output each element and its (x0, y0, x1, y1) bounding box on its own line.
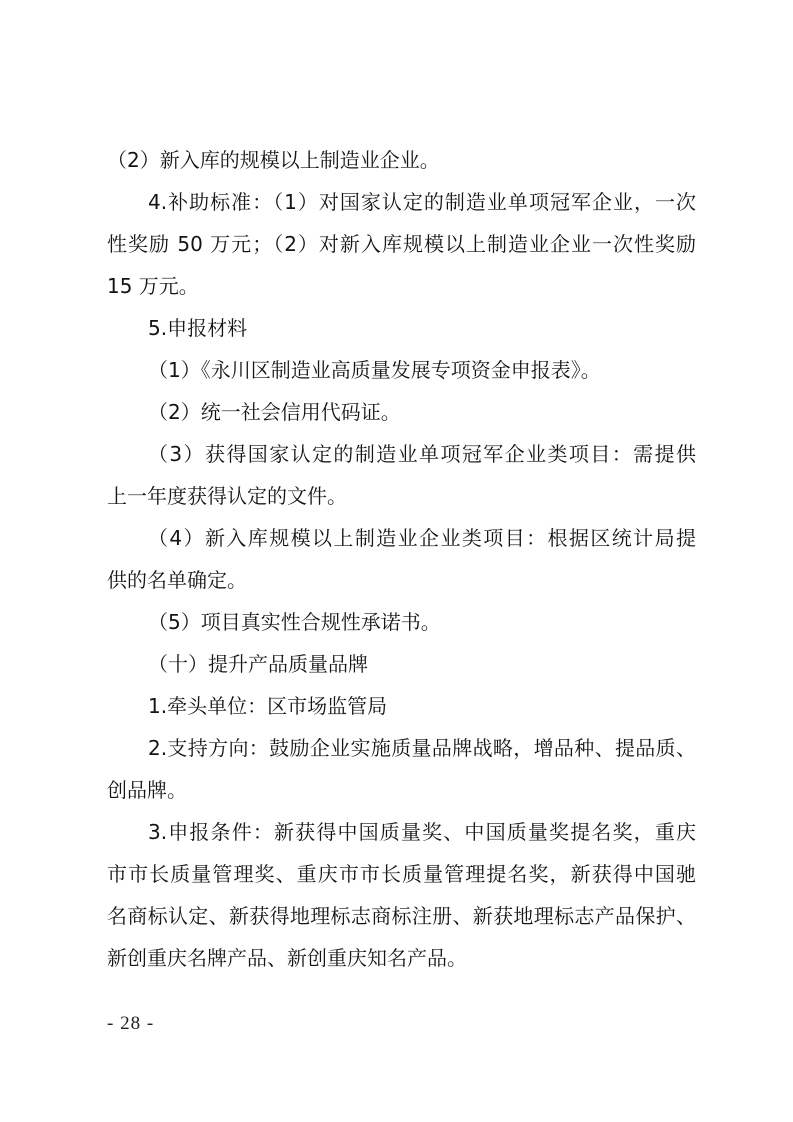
section-heading (107, 643, 696, 685)
paragraph (107, 391, 696, 433)
text-line: （5）项目真实性合规性承诺书。 (148, 610, 441, 634)
text-line: （十）提升产品质量品牌 (148, 652, 368, 676)
page-number: - 28 - (107, 1013, 155, 1034)
text-line: （1）《永川区制造业高质量发展专项资金申报表》。 (148, 358, 601, 382)
paragraph (107, 139, 696, 181)
text-line: 3.申报条件：新获得中国质量奖、中国质量奖提名奖，重庆 (148, 820, 696, 844)
text-line: （3）获得国家认定的制造业单项冠军企业类项目：需提供 (148, 442, 696, 466)
text-line: （2）新入库的规模以上制造业企业。 (107, 148, 440, 172)
text-line: 名商标认定、新获得地理标志商标注册、新获地理标志产品保护、 (107, 904, 696, 928)
text-line: 市市长质量管理奖、重庆市市长质量管理提名奖，新获得中国驰 (107, 862, 696, 886)
text-line: 1.牵头单位：区市场监管局 (148, 694, 388, 718)
paragraph (107, 517, 696, 601)
text-line: 4.补助标准：（1）对国家认定的制造业单项冠军企业，一次 (148, 190, 696, 214)
text-line: 5.申报材料 (148, 316, 248, 340)
text-line: 15 万元。 (107, 274, 199, 298)
paragraph (107, 685, 696, 727)
paragraph (107, 433, 696, 517)
paragraph (107, 811, 696, 979)
paragraph (107, 727, 696, 811)
text-line: 2.支持方向：鼓励企业实施质量品牌战略，增品种、提品质、 (148, 736, 696, 760)
document-body (107, 139, 696, 979)
text-line: （2）统一社会信用代码证。 (148, 400, 401, 424)
paragraph (107, 601, 696, 643)
text-line: 新创重庆名牌产品、新创重庆知名产品。 (107, 946, 467, 970)
text-line: （4）新入库规模以上制造业企业类项目：根据区统计局提 (148, 526, 696, 550)
paragraph-heading (107, 307, 696, 349)
paragraph (107, 349, 696, 391)
paragraph (107, 181, 696, 307)
text-line: 性奖励 50 万元；（2）对新入库规模以上制造业企业一次性奖励 (107, 232, 696, 256)
text-line: 供的名单确定。 (107, 568, 247, 592)
text-line: 上一年度获得认定的文件。 (107, 484, 347, 508)
text-line: 创品牌。 (107, 778, 187, 802)
